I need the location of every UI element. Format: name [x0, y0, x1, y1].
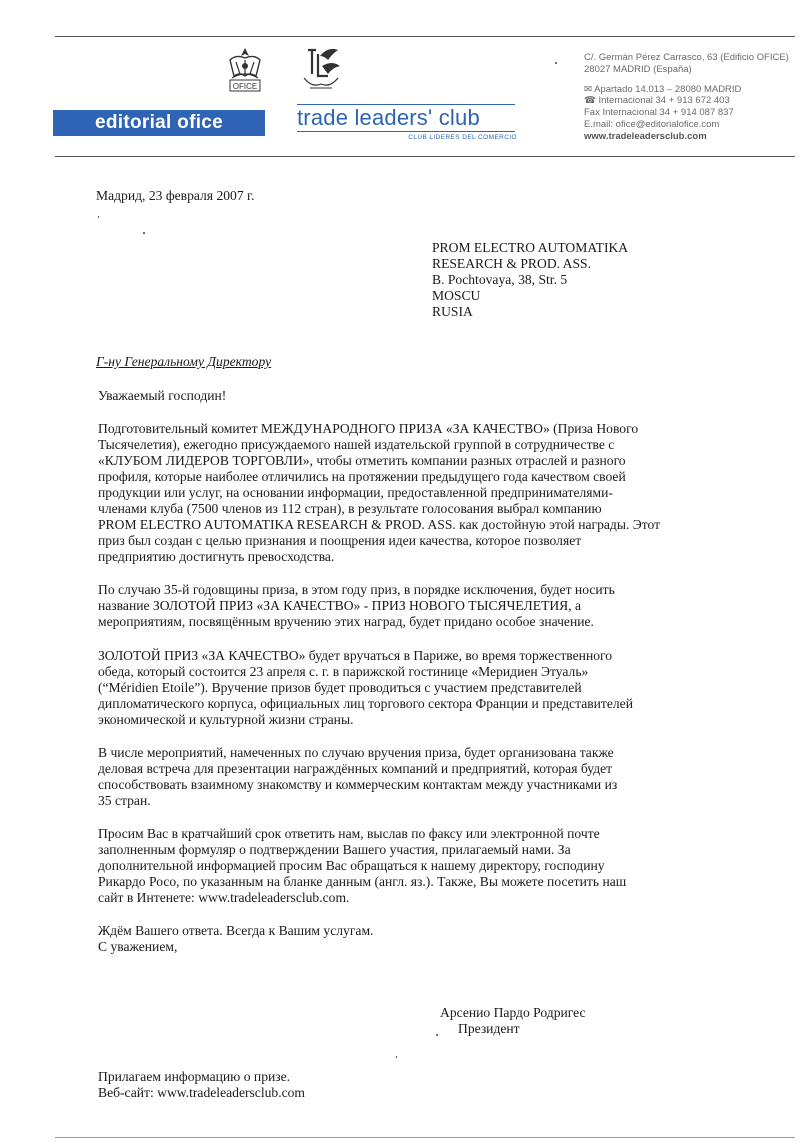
paragraph-line: название ЗОЛОТОЙ ПРИЗ «ЗА КАЧЕСТВО» - ПРИЗ НОВОГО ТЫСЯЧЕЛЕТИЯ, а: [98, 598, 582, 613]
contact-street: C/. Germán Pérez Carrasco, 63 (Edificio OFICE): [584, 52, 789, 63]
paragraph-line: сайт в Интенете: www.tradeleadersclub.com.: [98, 890, 350, 905]
postscript: [98, 1069, 305, 1101]
paragraph-line: (“Méridien Etoile”). Вручение призов будет проводиться с участием представителей: [98, 680, 582, 695]
paragraph-line: обеда, который состоится 23 апреля с. г. в парижской гостинице «Меридиен Этуаль»: [98, 664, 589, 679]
contact-phone: [584, 95, 794, 107]
paragraph-4: [98, 745, 617, 809]
signer-name: Арсенио Пардо Родригес: [440, 1005, 586, 1020]
letter-date: Мадрид, 23 февраля 2007 г.: [96, 188, 255, 203]
paragraph-line: Просим Вас в кратчайший срок ответить нам, выслав по факсу или электронной почте: [98, 826, 600, 841]
contact-apartado-text: Apartado 14.013 – 28080 MADRID: [594, 83, 742, 95]
tlc-title: trade leaders' club: [297, 105, 480, 130]
paragraph-2: [98, 582, 615, 630]
editorial-ofice-label: editorial ofice: [94, 112, 224, 133]
closing-line: С уважением,: [98, 939, 178, 954]
phone-icon: ☎: [584, 95, 599, 107]
contact-email: E.mail: ofice@editorialofice.com: [584, 118, 720, 130]
paragraph-line: PROM ELECTRO AUTOMATIKA RESEARCH & PROD. ASS. как достойную этой награды. Этот: [98, 517, 661, 532]
tlc-emblem-icon: [298, 44, 344, 98]
paragraph-line: способствовать взаимному знакомству и коммерческим контактам между участниками из: [98, 777, 618, 792]
bottom-edge: [55, 1137, 795, 1138]
paragraph-line: 35 стран.: [98, 793, 151, 808]
scan-speck: [555, 62, 557, 64]
signer-title: Президент: [458, 1021, 520, 1036]
paragraph-line: «КЛУБОМ ЛИДЕРОВ ТОРГОВЛИ», чтобы отметить компании разных отраслей и разного: [98, 453, 626, 468]
paragraph-line: мероприятиям, посвящённым вручению этих наград, будет придано особое значение.: [98, 614, 594, 629]
paragraph-line: профиля, которые наиболее отличились на протяжении предыдущего года качеством своей: [98, 469, 626, 484]
scan-speck: [396, 1056, 397, 1058]
contact-block: [584, 52, 794, 143]
paragraph-line: Подготовительный комитет МЕЖДУНАРОДНОГО ПРИЗА «ЗА КАЧЕСТВО» (Приза Нового: [98, 421, 639, 436]
emblem-text: OFICE: [232, 82, 258, 91]
postscript-line: Прилагаем информацию о призе.: [98, 1069, 291, 1084]
paragraph-5: [98, 826, 626, 906]
scan-speck: [143, 232, 145, 234]
address-line: RUSIA: [432, 304, 473, 319]
paragraph-1: [98, 421, 660, 565]
paragraph-line: ЗОЛОТОЙ ПРИЗ «ЗА КАЧЕСТВО» будет вручаться в Париже, во время торжественного: [98, 648, 613, 663]
contact-fax: Fax Internacional 34 + 914 087 837: [584, 107, 734, 119]
contact-phone-text: Internacional 34 + 913 672 403: [598, 95, 730, 107]
header-rule: [55, 156, 795, 157]
postscript-line: Веб-сайт: www.tradeleadersclub.com: [98, 1085, 305, 1100]
closing-line: Ждём Вашего ответа. Всегда к Вашим услугам.: [98, 923, 374, 938]
paragraph-line: По случаю 35-й годовщины приза, в этом году приз, в порядке исключения, будет носить: [98, 582, 615, 597]
paragraph-line: заполненным формуляр о подтверждении Вашего участия, прилагаемый нами. За: [98, 842, 571, 857]
editorial-ofice-logo: [53, 110, 265, 136]
closing: [98, 923, 373, 955]
greeting: Уважаемый господин!: [98, 388, 227, 403]
paragraph-line: В числе мероприятий, намеченных по случаю вручения приза, будет организована также: [98, 745, 614, 760]
contact-apartado: [584, 84, 794, 96]
recipient-title: Г-ну Генеральному Директору: [96, 354, 272, 369]
address-line: RESEARCH & PROD. ASS.: [432, 256, 592, 271]
paragraph-3: [98, 648, 633, 728]
trade-leaders-club-logo: [297, 104, 517, 141]
tlc-bottom-line: [297, 131, 515, 132]
tlc-subtitle: CLUB LIDERES DEL COMERCIO: [408, 134, 517, 141]
address-line: B. Pochtovaya, 38, Str. 5: [432, 272, 568, 287]
top-rule: [55, 36, 795, 37]
scan-speck: [436, 1034, 438, 1036]
paragraph-line: Тысячелетия), ежегодно присуждаемого нашей издательской группой в сотрудничестве с: [98, 437, 615, 452]
paragraph-line: приз был создан с целью признания и поощрения идеи качества, которое позволяет: [98, 533, 582, 548]
paragraph-line: дополнительной информацией просим Вас обращаться к нашему директору, господину: [98, 858, 605, 873]
paragraph-line: Рикардо Росо, по указанным на бланке данным (англ. яз.). Также, Вы можете посетить наш: [98, 874, 627, 889]
paragraph-line: деловая встреча для презентации награждённых компаний и предприятий, которая будет: [98, 761, 613, 776]
paragraph-line: продукции или услуг, на основании информации, предоставленной предпринимателями-: [98, 485, 613, 500]
paragraph-line: экономической и культурной жизни страны.: [98, 712, 354, 727]
contact-web: www.tradeleadersclub.com: [584, 130, 707, 142]
mail-icon: ✉: [584, 83, 595, 95]
scan-speck: [98, 216, 99, 218]
paragraph-line: дипломатического корпуса, официальных лиц торгового сектора Франции и представителей: [98, 696, 633, 711]
paragraph-line: предприятию достигнуть превосходства.: [98, 549, 335, 564]
address-line: PROM ELECTRO AUTOMATIKA: [432, 240, 629, 255]
address-line: MOSCU: [432, 288, 481, 303]
paragraph-line: членами клуба (7500 членов из 112 стран), в результате голосования выбрал компанию: [98, 501, 602, 516]
recipient-address: [432, 240, 628, 320]
contact-city: 28027 MADRID (España): [584, 63, 692, 75]
ofice-emblem-icon: [222, 46, 268, 98]
